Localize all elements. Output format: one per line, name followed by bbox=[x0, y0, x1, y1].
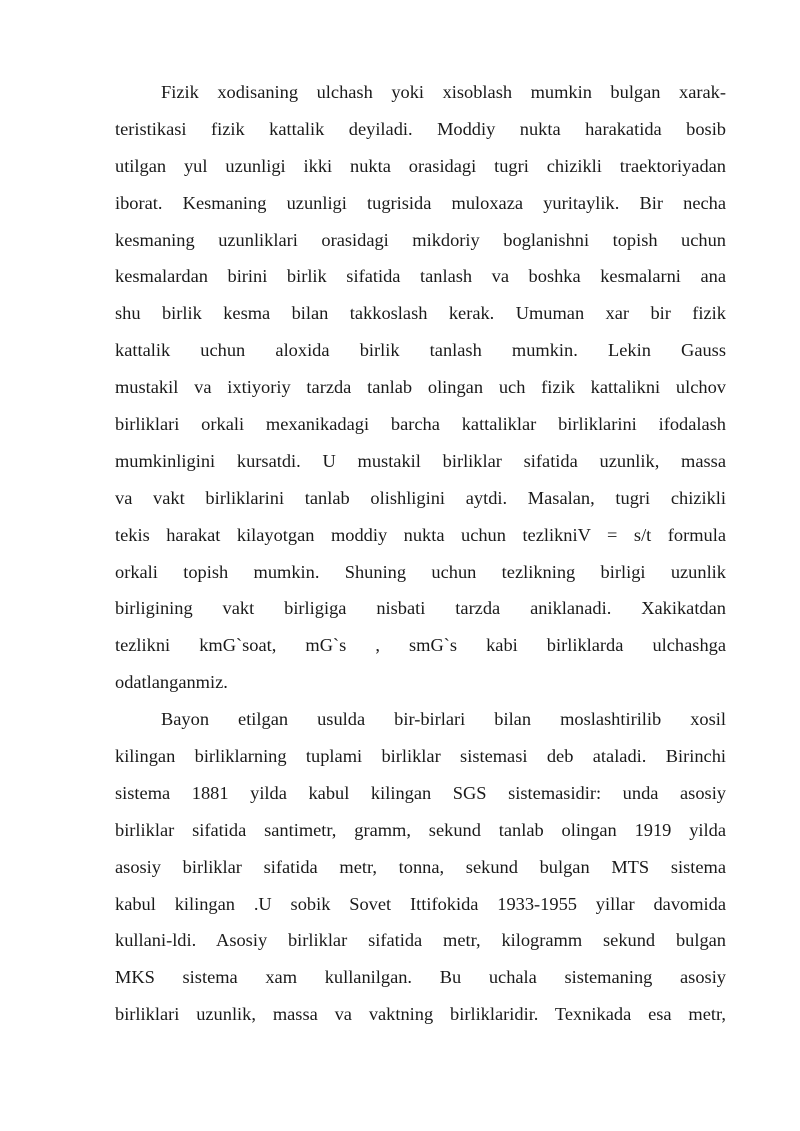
paragraph-1 bbox=[115, 74, 726, 701]
text-line: kabul kilingan .U sobik Sovet Ittifokida 1933-1955 yillar davomida bbox=[115, 893, 726, 914]
text-line: kattalik uchun aloxida birlik tanlash mumkin. Lekin Gauss bbox=[115, 340, 726, 361]
text-line: kesmalardan birini birlik sifatida tanlash va boshka kesmalarni ana bbox=[115, 266, 726, 287]
text-line: iborat. Kesmaning uzunligi tugrisida muloxaza yuritaylik. Bir necha bbox=[115, 192, 726, 213]
text-line: sistema 1881 yilda kabul kilingan SGS sistemasidir: unda asosiy bbox=[115, 782, 726, 803]
text-line: kilingan birliklarning tuplami birliklar sistemasi deb ataladi. Birinchi bbox=[115, 746, 726, 767]
text-line: utilgan yul uzunligi ikki nukta orasidagi tugri chizikli traektoriyadan bbox=[115, 155, 726, 176]
text-line: kesmaning uzunliklari orasidagi mikdoriy boglanishni topish uchun bbox=[115, 229, 726, 250]
text-line: birliklari uzunlik, massa va vaktning birliklaridir. Texnikada esa metr, bbox=[115, 1004, 726, 1025]
text-line: shu birlik kesma bilan takkoslash kerak. Umuman xar bir fizik bbox=[115, 303, 726, 324]
text-line: birliklari orkali mexanikadagi barcha kattaliklar birliklarini ifodalash bbox=[115, 414, 726, 435]
text-line: teristikasi fizik kattalik deyiladi. Moddiy nukta harakatida bosib bbox=[115, 118, 726, 139]
text-line: odatlanganmiz. bbox=[115, 672, 228, 693]
text-line: mumkinligini kursatdi. U mustakil birliklar sifatida uzunlik, massa bbox=[115, 450, 726, 471]
text-line: tezlikni kmG`soat, mG`s , smG`s kabi birliklarda ulchashga bbox=[115, 635, 726, 656]
body-text bbox=[115, 74, 726, 1033]
text-line: kullani-ldi. Asosiy birliklar sifatida metr, kilogramm sekund bulgan bbox=[115, 930, 726, 951]
text-line: birliklar sifatida santimetr, gramm, sekund tanlab olingan 1919 yilda bbox=[115, 819, 726, 840]
text-line: Bayon etilgan usulda bir-birlari bilan moslashtirilib xosil bbox=[161, 709, 726, 730]
text-line: tekis harakat kilayotgan moddiy nukta uchun tezlikniV = s/t formula bbox=[115, 524, 726, 545]
text-line: asosiy birliklar sifatida metr, tonna, sekund bulgan MTS sistema bbox=[115, 856, 726, 877]
text-line: va vakt birliklarini tanlab olishligini aytdi. Masalan, tugri chizikli bbox=[115, 487, 726, 508]
text-line: orkali topish mumkin. Shuning uchun tezlikning birligi uzunlik bbox=[115, 561, 726, 582]
paragraph-2 bbox=[115, 701, 726, 1033]
text-line: Fizik xodisaning ulchash yoki xisoblash mumkin bulgan xarak- bbox=[161, 82, 726, 102]
text-line: MKS sistema xam kullanilgan. Bu uchala sistemaning asosiy bbox=[115, 967, 726, 988]
text-line: mustakil va ixtiyoriy tarzda tanlab olingan uch fizik kattalikni ulchov bbox=[115, 377, 726, 398]
text-line: birligining vakt birligiga nisbati tarzda aniklanadi. Xakikatdan bbox=[115, 598, 726, 619]
